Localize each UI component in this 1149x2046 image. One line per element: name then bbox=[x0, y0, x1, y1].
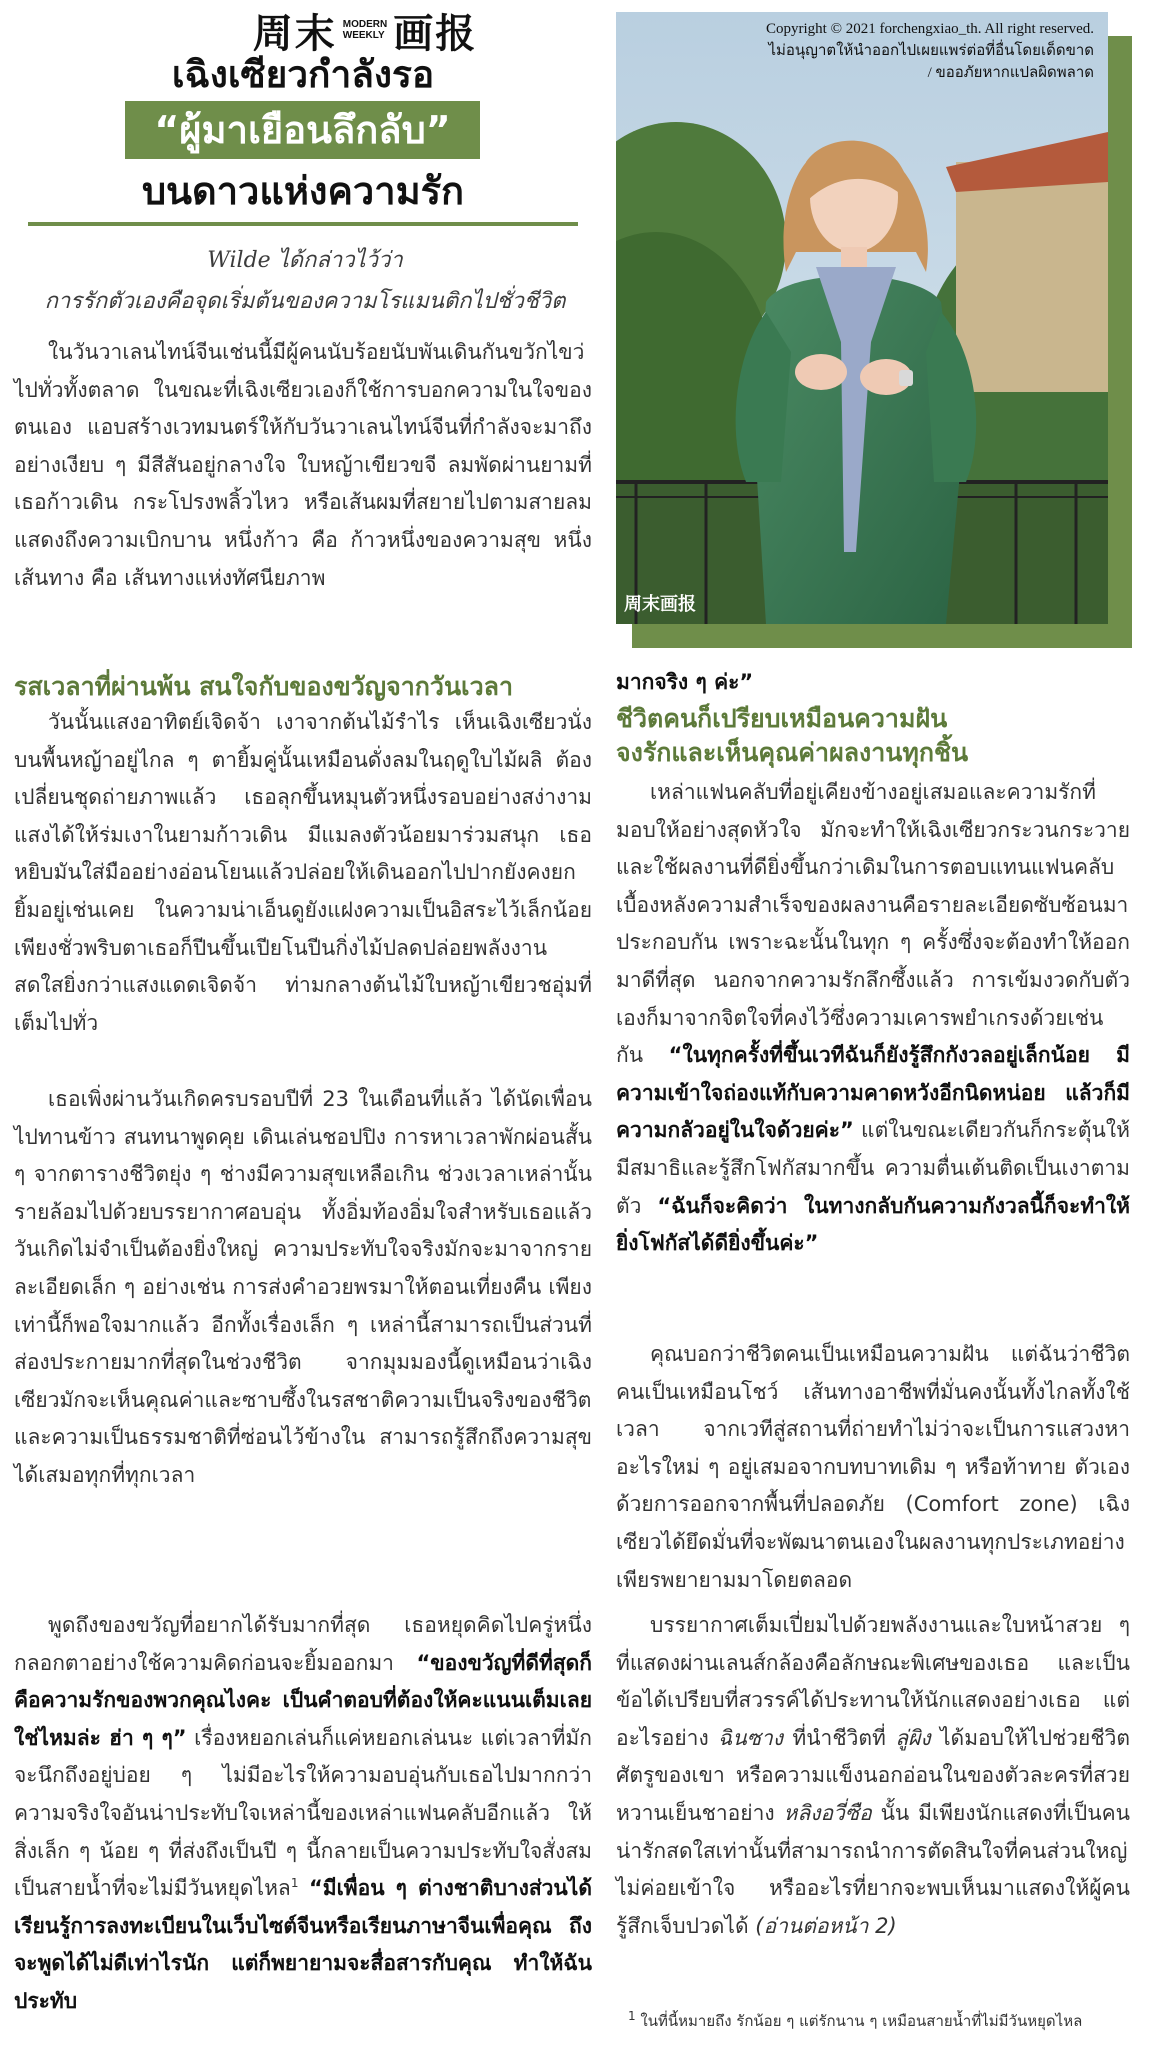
copyright-line3: / ขออภัยหากแปลผิดพลาด bbox=[927, 65, 1094, 81]
s2p1-quote-1: “ในทุกครั้งที่ขึ้นเวทีฉันก็ยังรู้สึกกังวลอยู่เล็กน้อย มีความเข้าใจถ่องแท้กับความคาดหวังอีกนิดหน่อย แล้วก็มีความกลัวอยู่ในใจด้วยค่ะ” bbox=[616, 1043, 1130, 1143]
section1-paragraph1: วันนั้นแสงอาทิตย์เจิดจ้า เงาจากต้นไม้รำไร เห็นเฉิงเซียวนั่งบนพื้นหญ้าอยู่ไกล ๆ ตายิ้มคู่นั้นเหมือนดั่งลมในฤดูใบไม้ผลิ ต้องเปลี่ยนชุดถ่ายภาพแล้ว เธอลุกขึ้นหมุนตัวหนึ่งรอบอย่างสง่างาม แสงได้ให้ร่มเงาในยามก้าวเดิน มีแมลงตัวน้อยมาร่วมสนุก เธอหยิบมันใส่มืออย่างอ่อนโยนแล้วปล่อยให้เดินออกไปปากยังคงยกยิ้มอยู่เช่นเคย ในความน่าเอ็นดูยังแฝงความเป็นอิสระไว้เล็กน้อย เพียงชั่วพริบตาเธอก็ปีนขึ้นเปียโนปีนกิ่งไม้ปลดปล่อยพลังงานสดใสยิ่งกว่าแสงแดดเจิดจ้า ท่ามกลางต้นไม้ใบหญ้าเขียวชอุ่มที่เต็มไปทั่ว bbox=[14, 710, 592, 1035]
section2-continuation bbox=[616, 664, 1130, 702]
section2-heading-line1: ชีวิตคนก็เปรียบเหมือนความฝัน bbox=[616, 704, 948, 733]
s2p3-text-g: นั้น มีเพียงนักแสดงที่เป็นคนน่ารักสดใสเท่านั้นที่สามารถนำการตัดสินใจที่คนส่วนใหญ่ไม่ค่อยเข้าใจ หรืออะไรที่ยากจะพบเห็นมาแสดงให้ผู้คนรู้สึกเจ็บปวดได้ bbox=[616, 1800, 1130, 1938]
footnote bbox=[628, 2010, 1138, 2032]
copyright-notice bbox=[766, 18, 1094, 84]
section1-heading: รสเวลาที่ผ่านพ้น สนใจกับของขวัญจากวันเวลา bbox=[14, 672, 513, 701]
masthead-en-line1: MODERN bbox=[342, 19, 388, 30]
s1p3-quote-1: “ของขวัญที่ดีที่สุดก็คือความรักของพวกคุณไงคะ เป็นคำตอบที่ต้องให้คะแนนเต็มเลยใช่ไหมล่ะ ฮ่า ๆ ๆ” bbox=[14, 1650, 592, 1750]
headline-line2: “ผู้มาเยือนลึกลับ” bbox=[125, 101, 480, 159]
s2p3-name-luping: ลู่ผิง bbox=[895, 1725, 931, 1750]
masthead-en bbox=[343, 19, 387, 41]
quote-line1: Wilde ได้กล่าวไว้ว่า bbox=[207, 248, 403, 273]
photo-watermark-logo: 周末画报 bbox=[624, 594, 696, 615]
s2p3-name-lingyusi: หลิงอวี่ซือ bbox=[783, 1800, 872, 1825]
footnote-text: ในที่นี้หมายถึง รักน้อย ๆ แต่รักนาน ๆ เหมือนสายน้ำที่ไม่มีวันหยุดไหล bbox=[635, 2012, 1083, 2030]
section2-heading-line2: จงรักและเห็นคุณค่าผลงานทุกชิ้น bbox=[616, 738, 969, 767]
masthead-cn-right: 画报 bbox=[393, 10, 478, 57]
s2p3-name-qinsang: ฉินซาง bbox=[718, 1725, 784, 1750]
headline-line1: เฉิงเซียวกำลังรอ bbox=[171, 53, 435, 96]
section1-paragraph3 bbox=[14, 1607, 592, 2021]
s2p3-text-a: บรรยากาศเต็มเปี่ยมไปด้วยพลังงานและใบหน้าสวย ๆ ที่แสดงผ่านเลนส์กล้องคือลักษณะพิเศษของเธอ และเป็นข้อได้เปรียบที่สวรรค์ได้ประทานให้นักแสดงอย่างเธอ แต่อะไรอย่าง bbox=[616, 1613, 1130, 1750]
section2-paragraph1 bbox=[616, 774, 1130, 1263]
s2p3-text-c: ที่นำชีวิตที่ bbox=[783, 1725, 896, 1750]
s2p1-text-a: เหล่าแฟนคลับที่อยู่เคียงข้างอยู่เสมอและความรักที่มอบให้อย่างสุดหัวใจ มักจะทำให้เฉิงเซียวกระวนกระวายและใช้ผลงานที่ดียิ่งขึ้นกว่าเดิมในการตอบแทนแฟนคลับ เบื้องหลังความสำเร็จของผลงานคือรายละเอียดซับซ้อนมาประกอบกัน เพราะฉะนั้นในทุก ๆ ครั้งซึ่งจะต้องทำให้ออกมาดีที่สุด นอกจากความรักลึกซึ้งแล้ว การเข้มงวดกับตัวเองก็มาจากจิตใจที่คงไว้ซึ่งความเคารพยำเกรงด้วยเช่นกัน bbox=[616, 780, 1130, 1068]
s2-cont-quote: มากจริง ๆ ค่ะ” bbox=[616, 670, 754, 694]
footnote-marker: 1 bbox=[628, 2009, 636, 2023]
copyright-line2: ไม่อนุญาตให้นำออกไปเผยแพร่ต่อที่อื่นโดยเด็ดขาด bbox=[768, 43, 1094, 59]
s1p3-quote-2: “มีเพื่อน ๆ ต่างชาติบางส่วนได้เรียนรู้การลงทะเบียนในเว็บไซต์จีนหรือเรียนภาษาจีนเพื่อคุณ ถึงจะพูดได้ไม่ดีเท่าไรนัก แต่ก็พยายามจะสื่อสารกับคุณ ทำให้ฉันประทับ bbox=[14, 1876, 592, 2013]
s2p3-text-e: ได้มอบให้ไปช่วยชีวิตศัตรูของเขา หรือความแข็งนอกอ่อนในของตัวละครที่สวยหวานเย็นชาอย่าง bbox=[616, 1725, 1131, 1825]
s1p3-text-c: เรื่องหยอกเล่นก็แค่หยอกเล่นนะ แต่เวลาที่มักจะนึกถึงอยู่บ่อย ๆ ไม่มีอะไรให้ความอบอุ่นกับเธอไปมากกว่าความจริงใจอันน่าประทับใจเหล่านี้ของเหล่าแฟนคลับอีกแล้ว ให้สิ่งเล็ก ๆ น้อย ๆ ที่ส่งถึงเป็นปี ๆ นี้กลายเป็นความประทับใจสั่งสมเป็นสายน้ำที่จะไม่มีวันหยุดไหล bbox=[14, 1725, 592, 1901]
copyright-line1: Copyright © 2021 forchengxiao_th. All right reserved. bbox=[765, 21, 1094, 37]
headline-divider bbox=[28, 222, 578, 226]
masthead-cn-left: 周末 bbox=[252, 10, 337, 57]
continue-page2-note: (อ่านต่อหน้า 2) bbox=[755, 1913, 897, 1938]
section2-paragraph2: คุณบอกว่าชีวิตคนเป็นเหมือนความฝัน แต่ฉันว่าชีวิตคนเป็นเหมือนโชว์ เส้นทางอาชีพที่มั่นคงนั้นทั้งไกลทั้งใช้เวลา จากเวทีสู่สถานที่ถ่ายทำไม่ว่าจะเป็นการแสวงหาอะไรใหม่ ๆ อยู่เสมอจากบทบาทเดิม ๆ หรือท้าทาย ตัวเองด้วยการออกจากพื้นที่ปลอดภัย (Comfort zone) เฉิงเซียวได้ยึดมั่นที่จะพัฒนาตนเองในผลงานทุกประเภทอย่างเพียรพยายามมาโดยตลอด bbox=[616, 1342, 1130, 1592]
quote-line2: การรักตัวเองคือจุดเริ่มต้นของความโรแมนติกไปชั่วชีวิต bbox=[44, 289, 566, 314]
masthead-en-line2: WEEKLY bbox=[342, 30, 385, 41]
section2-paragraph3 bbox=[616, 1607, 1130, 1945]
intro-paragraph: ในวันวาเลนไทน์จีนเช่นนี้มีผู้คนนับร้อยนับพันเดินกันขวักไขว่ไปทั่วทั้งตลาด ในขณะที่เฉิงเซียวเองก็ใช้การบอกความในใจของตนเอง แอบสร้างเวทมนตร์ให้กับวันวาเลนไทน์จีนที่กำลังจะมาถึงอย่างเงียบ ๆ มีสีสันอยู่กลางใจ ใบหญ้าเขียวขจี ลมพัดผ่านยามที่เธอก้าวเดิน กระโปรงพลิ้วไหว หรือเส้นผมที่สยายไปตามสายลมแสดงถึงความเบิกบาน หนึ่งก้าว คือ ก้าวหนึ่งของความสุข หนึ่งเส้นทาง คือ เส้นทางแห่งทัศนียภาพ bbox=[14, 340, 592, 590]
masthead-logo bbox=[150, 6, 580, 57]
cover-photo bbox=[616, 12, 1108, 624]
footnote-ref-1: 1 bbox=[290, 1876, 299, 1891]
section1-paragraph2: เธอเพิ่งผ่านวันเกิดครบรอบปีที่ 23 ในเดือนที่แล้ว ได้นัดเพื่อนไปทานข้าว สนทนาพูดคุย เดินเล่นชอปปิง การหาเวลาพักผ่อนสั้น ๆ จากตารางชีวิตยุ่ง ๆ ช่างมีความสุขเหลือเกิน ช่วงเวลาเหล่านั้นรายล้อมไปด้วยบรรยากาศอบอุ่น ทั้งอิ่มท้องอิ่มใจสำหรับเธอแล้ววันเกิดไม่จำเป็นต้องยิ่งใหญ่ ความประทับใจจริงมักจะมาจากรายละเอียดเล็ก ๆ อย่างเช่น การส่งคำอวยพรมาให้ตอนเที่ยงคืน เพียงเท่านี้ก็พอใจมากแล้ว อีกทั้งเรื่องเล็ก ๆ เหล่านี้สามารถเป็นส่วนที่ส่องประกายมากที่สุดในช่วงชีวิต จากมุมมองนี้ดูเหมือนว่าเฉิงเซียวมักจะเห็นคุณค่าและซาบซึ้งในรสชาติความเป็นจริงของชีวิตและความเป็นธรรมชาติที่ซ่อนไว้ข้างใน สามารถรู้สึกถึงความสุขได้เสมอทุกที่ทุกเวลา bbox=[14, 1087, 592, 1487]
headline-line3: บนดาวแห่งความรัก bbox=[141, 169, 465, 213]
s1p3-text-a: พูดถึงของขวัญที่อยากได้รับมากที่สุด เธอหยุดคิดไปครู่หนึ่ง กลอกตาอย่างใช้ความคิดก่อนจะยิ้มออกมา bbox=[14, 1613, 592, 1675]
s1p3-text-d bbox=[298, 1876, 308, 1900]
s2p1-text-c: แต่ในขณะเดียวกันก็กระตุ้นให้มีสมาธิและรู้สึกโฟกัสมากขึ้น ความตื่นเต้นติดเป็นเงาตามตัว bbox=[616, 1118, 1130, 1218]
cover-photo-illustration bbox=[616, 12, 1108, 624]
s2p1-quote-2: “ฉันก็จะคิดว่า ในทางกลับกันความกังวลนี้ก็จะทำให้ยิ่งโฟกัสได้ดียิ่งขึ้นค่ะ” bbox=[616, 1193, 1131, 1256]
